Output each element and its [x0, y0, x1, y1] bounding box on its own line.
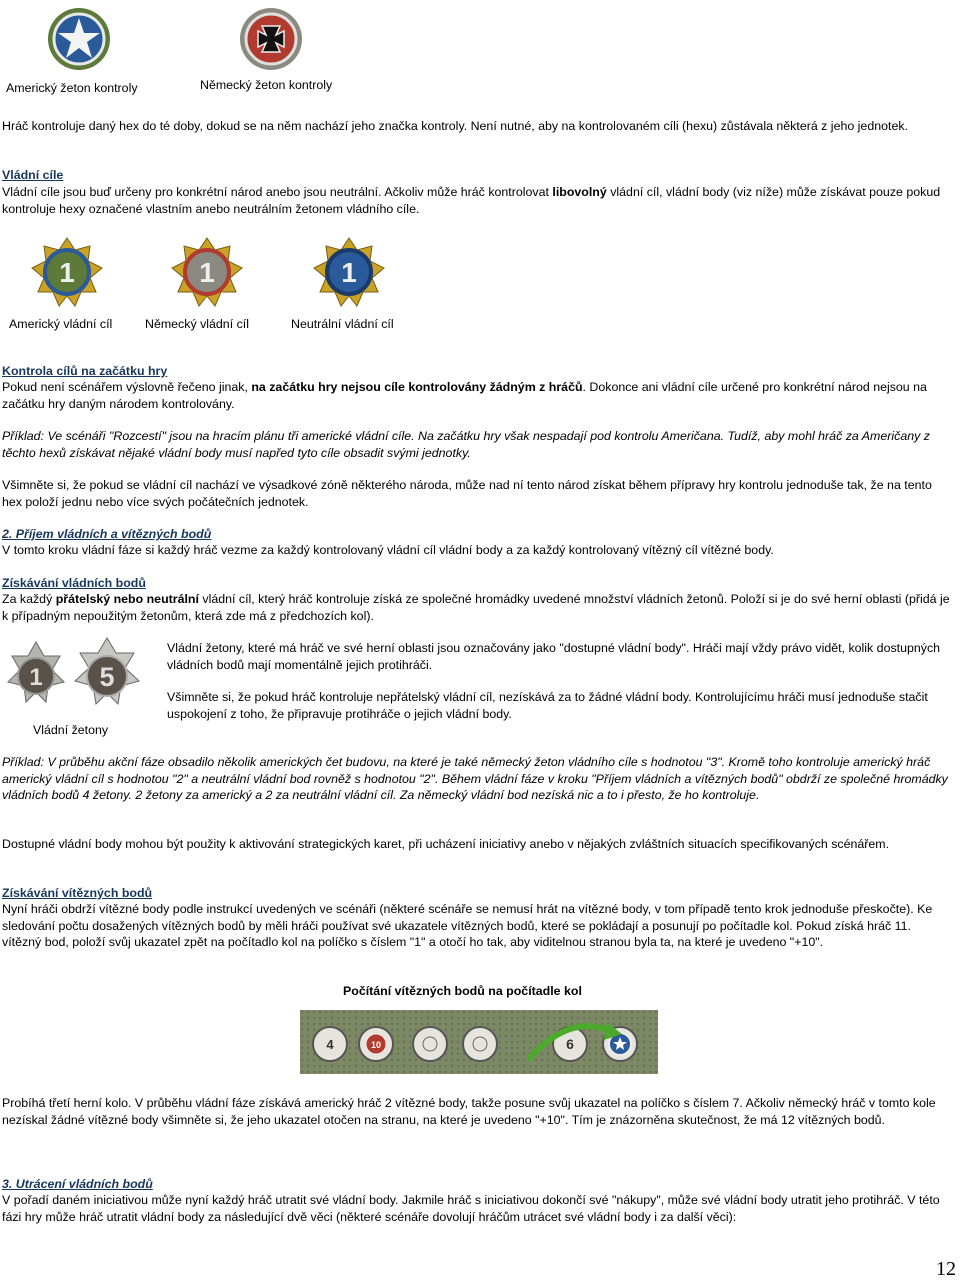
gain-vp-heading: Získávání vítězných bodů: [2, 886, 153, 900]
start-control-paragraph: Pokud není scénářem výslovně řečeno jinak, na začátku hry nejsou cíle kontrolovány žádným z hráčů. Dokonce ani vládní cíle určené pro konkrétní národ nejsou na začátku hry daným národem kontrolovány.: [2, 380, 927, 411]
gov-tokens-side-text-1: Vládní žetony, které má hráč ve své herní oblasti jsou označovány jako "dostupné vládní body". Hráči mají vždy právo vidět, kolik dostupných vládních bodů mají momentálně jejich protihráči.: [167, 641, 941, 672]
gov-token-value-1: 1: [59, 257, 75, 288]
gov-point-token-1-icon: [4, 640, 68, 712]
gov-point-token-5-icon: [70, 636, 144, 714]
american-gov-target-token-icon: [30, 236, 104, 310]
section2-heading: 2. Příjem vládních a vítězných bodů: [2, 527, 212, 541]
neutral-gov-target-caption: Neutrální vládní cíl: [291, 317, 394, 331]
track-label-2: 10: [370, 1040, 382, 1050]
track-label-5: 6: [566, 1036, 574, 1052]
start-control-example: Příklad: Ve scénáři "Rozcestí" jsou na hracím plánu tři americké vládní cíle. Na začátku hry však nespadají pod kontrolu Američana. Tudíž, aby mohl hráč za Američany z těchto hexů získávat nějaké vládní body musí napřed tyto cíle obsadit svými jednotky.: [2, 429, 930, 460]
start-control-heading: Kontrola cílů na začátku hry: [2, 364, 168, 378]
start-control-note: Všimněte si, že pokud se vládní cíl nachází ve výsadkové zóně některého národa, může nad ní tento národ získat během přípravy hry kontrolu jednoduše tak, že na tento hex položí jednu nebo více svých počátečních jednotek.: [2, 478, 932, 509]
german-control-token-icon: [238, 6, 304, 72]
gain-vp-paragraph: Nyní hráči obdrží vítězné body podle instrukcí uvedených ve scénáři (některé scénáře se nemusí hrát na vítězné body, v tom případě tento krok jednoduše přeskočte). Ke sledování počtu dosažených vítězných bodů by měli hráči používat své ukazatele vítězných bodů, které se pokládají a posunují po počítadle kol. Pokud získá hráč 11. vítězný bod, položí svůj ukazatel zpět na počítadlo kol na políčko s číslem "1" a otočí ho tak, aby viditelnou stranou byla ta, na které je uvedeno "+10".: [2, 902, 933, 949]
vp-figure-title: Počítání vítězných bodů na počítadle kol: [343, 984, 582, 998]
track-label-1: 4: [326, 1037, 334, 1052]
track-space-2: [359, 1027, 393, 1061]
section3-paragraph: V pořadí daném iniciativou může nyní každý hráč utratit své vládní body. Jakmile hráč s iniciativou dokončí své "nákupy", může své vládní body utratit jeho protihráč. V této fázi hry může hráč utratit vládní body za následující dvě věci (některé scénáře dovolují hráčům utrácet své vládní body i za další věci):: [2, 1193, 940, 1224]
gov-tokens-side-text-2: Všimněte si, že pokud hráč kontroluje nepřátelský vládní cíl, nezískává za to žádné vládní body. Kontrolujícímu hráči musí jednoduše stačit uspokojení z toho, že připravuje protihráče o jejich vládní body.: [167, 690, 928, 721]
gov-tokens-caption: Vládní žetony: [33, 723, 109, 737]
page-number: 12: [936, 1258, 956, 1280]
neutral-gov-target-token-icon: [312, 236, 386, 310]
track-space-3: [413, 1027, 447, 1061]
american-control-token-caption: Americký žeton kontroly: [6, 81, 138, 95]
section2-paragraph: V tomto kroku vládní fáze si každý hráč vezme za každý kontrolovaný vládní cíl vládní body a za každý kontrolovaný vítězný cíl vítězné body.: [2, 543, 774, 557]
gov-targets-heading: Vládní cíle: [2, 168, 64, 182]
gain-gov-paragraph: Za každý přátelský nebo neutrální vládní cíl, který hráč kontroluje získá ze společné hromádky uvedené množství vládních žetonů. Položí si je do své herní oblasti (přidá je k případným nepoužitým žetonům, která zde má z předchozích kol).: [2, 592, 950, 623]
vp-track-explanation: Probíhá třetí herní kolo. V průběhu vládní fáze získává americký hráč 2 vítězné body, takže posune svůj ukazatel na políčko s číslem 7. Ačkoliv německý hráč v tomto kole nezískal žádné vítězné body všimněte si, že jeho ukazatel otočen na stranu, na které je uvedeno "+10". Tím je znázorněna skutečnost, že má 12 vítězných bodů.: [2, 1096, 936, 1127]
american-gov-target-caption: Americký vládní cíl: [9, 317, 113, 331]
turn-track-figure: [300, 1010, 658, 1074]
german-gov-target-token-icon: [170, 236, 244, 310]
track-space-4: [463, 1027, 497, 1061]
gain-gov-example: Příklad: V průběhu akční fáze obsadilo několik amerických čet budovu, na které je také německý žeton vládního cíle s hodnotou "3". Kromě toho kontroluje americký hráč americký vládní cíl s hodnotou "2" a neutrální vládní bod rovněž s hodnotou "2". Během vládní fáze v kroku "Příjem vládních a vítězných bodů" obdrží ze společné hromádky vládních bodů 4 žetony. 2 žetony za americký a 2 za neutrální vládní cíl. Za německý vládní bod nezíská nic a to i přesto, že ho kontroluje.: [2, 755, 948, 802]
section3-heading: 3. Utrácení vládních bodů: [2, 1177, 153, 1191]
german-gov-target-caption: Německý vládní cíl: [145, 317, 249, 331]
gov-point-value-5: 5: [99, 662, 115, 692]
track-space-1: [313, 1027, 347, 1061]
american-control-token-icon: [46, 6, 112, 72]
gov-token-value-3: 1: [341, 257, 357, 288]
control-paragraph: Hráč kontroluje daný hex do té doby, dokud se na něm nachází jeho značka kontroly. Není nutné, aby na kontrolovaném cíli (hexu) zůstávala některá z jeho jednotek.: [2, 119, 908, 133]
gain-gov-heading: Získávání vládních bodů: [2, 576, 146, 590]
german-control-token-caption: Německý žeton kontroly: [200, 78, 333, 92]
gov-point-value-1: 1: [29, 664, 43, 691]
gov-targets-paragraph: Vládní cíle jsou buď určeny pro konkrétní národ anebo jsou neutrální. Ačkoliv může hráč kontrolovat libovolný vládní cíl, vládní body (viz níže) může získávat pouze pokud kontroluje hexy označené vlastním anebo neutrálním žetonem vládního cíle.: [2, 185, 941, 216]
gov-token-value-2: 1: [199, 257, 215, 288]
gain-gov-usage: Dostupné vládní body mohou být použity k aktivování strategických karet, při ucházení iniciativy anebo v nějakých zvláštních situacích specifikovaných scénářem.: [2, 837, 890, 851]
